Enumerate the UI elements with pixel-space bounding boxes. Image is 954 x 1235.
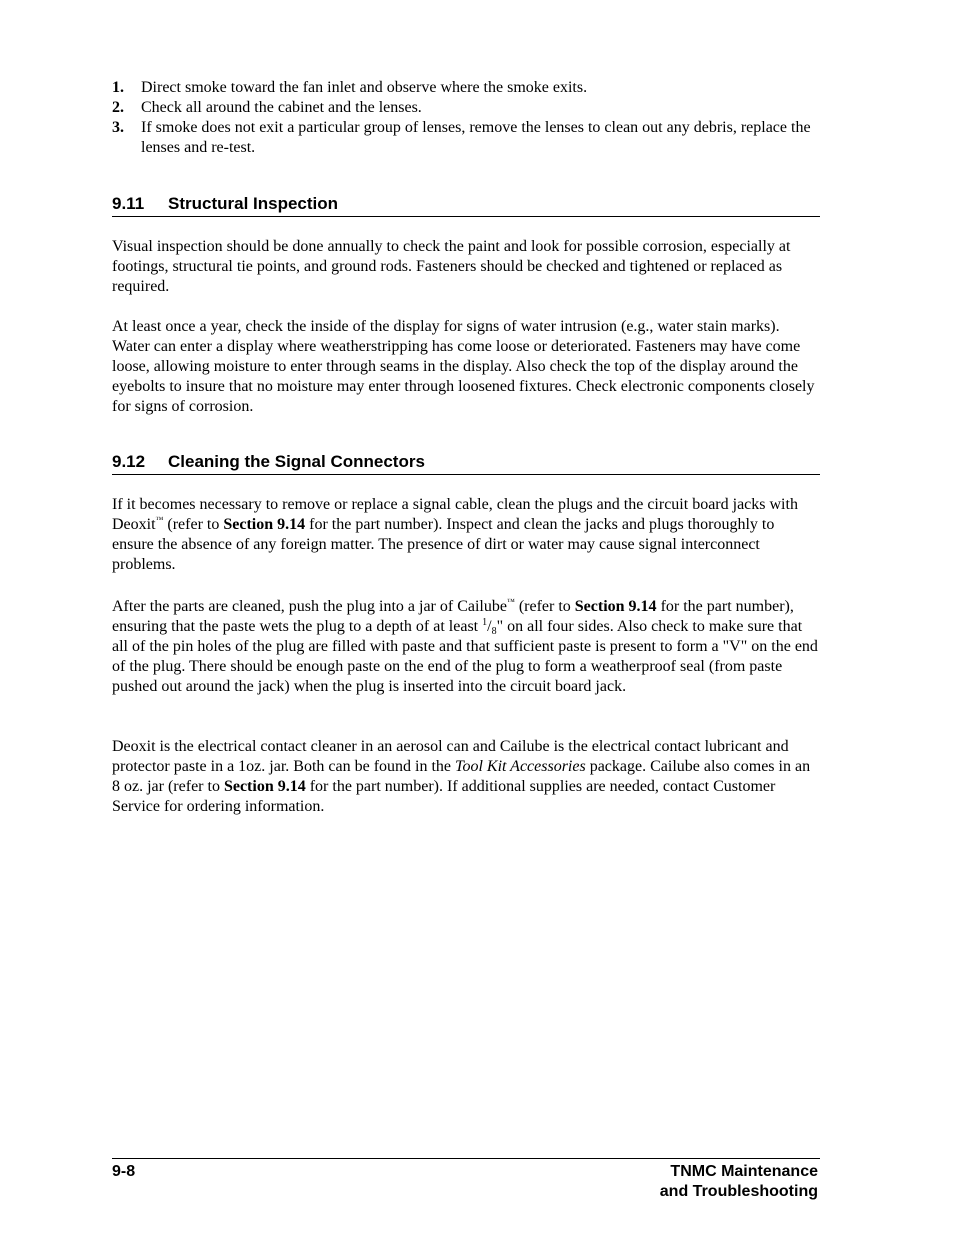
trademark-symbol: ™ — [506, 597, 515, 606]
list-item — [112, 118, 821, 158]
step-text: Check all around the cabinet and the lenses. — [141, 99, 422, 116]
paragraph: At least once a year, check the inside of the display for signs of water intrusion (e.g., water stain marks). Water can enter a display where weatherstripping has come loose or deteriorated. Fasteners may have come loose, allowing moisture to enter through seams in the display. Also check the top of the display around the eyebolts to insure that no moisture may enter through loosened fixtures. Check electronic components closely for signs of corrosion. — [112, 318, 815, 415]
fraction-denominator: 8 — [491, 626, 497, 637]
document-title — [660, 1162, 818, 1202]
text-run: After the parts are cleaned, push the plug into a jar of Cailube — [112, 598, 507, 615]
section-title: Structural Inspection — [168, 194, 339, 213]
section-number: 9.12 — [112, 452, 146, 471]
page-number: 9-8 — [112, 1163, 136, 1180]
paragraph — [112, 597, 820, 697]
step-text: If smoke does not exit a particular group of lenses, remove the lenses to clean out any debris, replace the lenses and re-test. — [141, 119, 811, 156]
list-item — [112, 98, 821, 118]
step-number: 2. — [112, 99, 124, 116]
step-number: 1. — [112, 79, 124, 96]
text-run: " on all four sides. Also check to make sure that all of the pin holes of the plug are filled with paste and that sufficient paste is present to form a "V" on the end of the plug. There should be enough paste on the end of the plug to form a weatherproof seal (from paste pushed out around the jack) when the plug is inserted into the circuit board jack. — [112, 618, 818, 695]
text-run: package. Cailube also comes in an 8 oz. jar (refer to — [112, 758, 811, 795]
trademark-symbol: ™ — [155, 515, 164, 524]
procedure-steps — [112, 78, 821, 158]
paragraph: Visual inspection should be done annually to check the paint and look for possible corrosion, especially at footings, structural tie points, and ground rods. Fasteners should be checked and tightened or replaced as required. — [112, 238, 791, 295]
section-reference: Section 9.14 — [223, 778, 306, 795]
step-text: Direct smoke toward the fan inlet and observe where the smoke exits. — [141, 79, 588, 96]
paragraph — [112, 737, 820, 817]
section-heading-cleaning-signal-connectors — [112, 452, 820, 475]
document-title-line: TNMC Maintenance — [670, 1163, 818, 1180]
text-run: (refer to — [514, 598, 575, 615]
step-number: 3. — [112, 119, 124, 136]
text-run: (refer to — [163, 516, 224, 533]
section-reference: Section 9.14 — [223, 516, 306, 533]
document-title-line: and Troubleshooting — [659, 1183, 818, 1200]
paragraph — [112, 495, 820, 575]
text-run: for the part number). If additional supplies are needed, contact Customer Service for ordering information. — [112, 778, 776, 815]
page-footer — [112, 1158, 820, 1200]
section-title: Cleaning the Signal Connectors — [168, 452, 425, 471]
emphasis-text: Tool Kit Accessories — [455, 758, 586, 775]
fraction-slash: / — [487, 618, 492, 635]
section-reference: Section 9.14 — [574, 598, 657, 615]
list-item — [112, 78, 821, 98]
text-run: for the part number), ensuring that the paste wets the plug to a depth of at least — [112, 598, 794, 635]
text-run: If it becomes necessary to remove or replace a signal cable, clean the plugs and the circuit board jacks with Deoxit — [112, 496, 798, 533]
section-heading-structural-inspection — [112, 194, 820, 217]
fraction-numerator: 1 — [482, 617, 488, 628]
text-run: Deoxit is the electrical contact cleaner in an aerosol can and Cailube is the electrical contact lubricant and protector paste in a 1oz. jar. Both can be found in the — [112, 738, 789, 775]
text-run: for the part number). Inspect and clean the jacks and plugs thoroughly to ensure the absence of any foreign matter. The presence of dirt or water may cause signal interconnect problems. — [112, 516, 775, 573]
section-number: 9.11 — [112, 194, 145, 213]
